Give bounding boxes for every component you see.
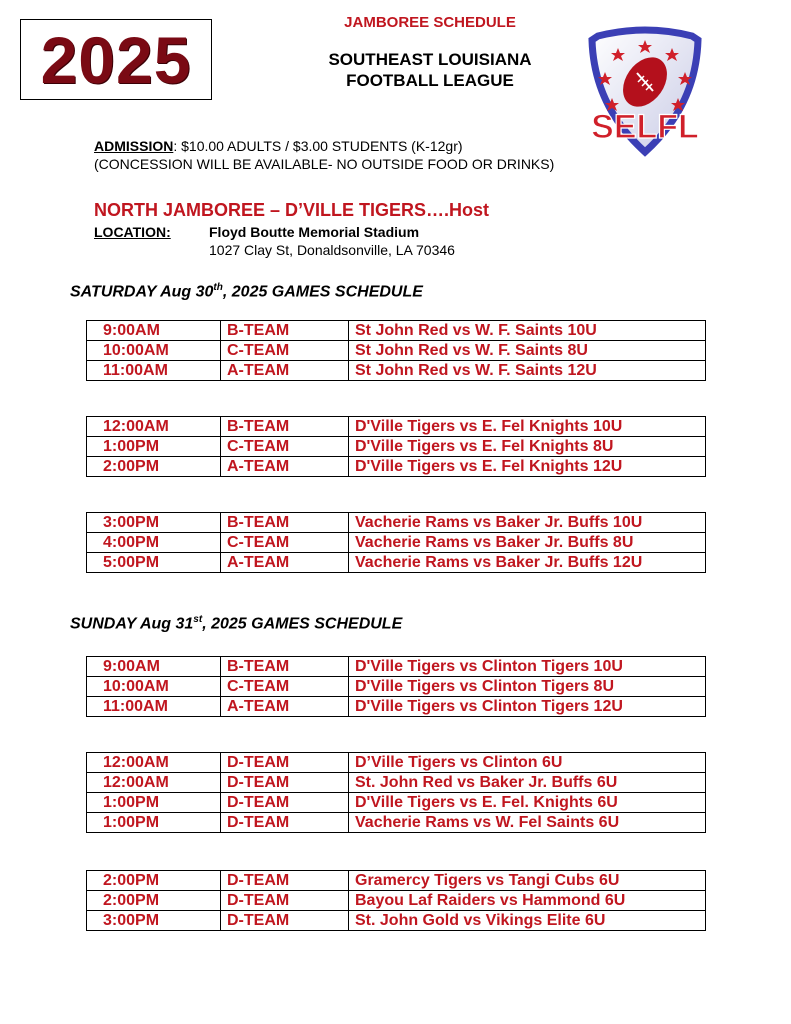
game-row <box>87 753 706 773</box>
game-time: 5:00PM <box>87 553 221 573</box>
day-heading-date: SATURDAY Aug 30 <box>70 283 214 301</box>
year-box <box>20 19 212 100</box>
day-heading-rest: , 2025 GAMES SCHEDULE <box>202 615 403 633</box>
game-row <box>87 657 706 677</box>
game-team-level: A-TEAM <box>221 457 349 477</box>
admission-label: ADMISSION <box>94 138 174 154</box>
game-row <box>87 321 706 341</box>
game-row <box>87 533 706 553</box>
game-team-level: D-TEAM <box>221 813 349 833</box>
concession-note: (CONCESSION WILL BE AVAILABLE- NO OUTSIDE FOOD OR DRINKS) <box>94 156 555 172</box>
game-matchup: Gramercy Tigers vs Tangi Cubs 6U <box>349 871 706 891</box>
game-matchup: St John Red vs W. F. Saints 10U <box>349 321 706 341</box>
day-heading-rest: , 2025 GAMES SCHEDULE <box>222 283 423 301</box>
game-row <box>87 417 706 437</box>
game-team-level: D-TEAM <box>221 891 349 911</box>
game-time: 3:00PM <box>87 911 221 931</box>
game-row <box>87 513 706 533</box>
game-time: 12:00AM <box>87 417 221 437</box>
game-time: 1:00PM <box>87 437 221 457</box>
game-time: 2:00PM <box>87 457 221 477</box>
game-matchup: D'Ville Tigers vs Clinton Tigers 12U <box>349 697 706 717</box>
schedule-table <box>86 656 706 717</box>
admission-prices: : $10.00 ADULTS / $3.00 STUDENTS (K-12gr) <box>173 138 463 154</box>
game-team-level: A-TEAM <box>221 697 349 717</box>
schedule-table <box>86 320 706 381</box>
game-matchup: Vacherie Rams vs W. Fel Saints 6U <box>349 813 706 833</box>
game-matchup: St. John Red vs Baker Jr. Buffs 6U <box>349 773 706 793</box>
game-team-level: D-TEAM <box>221 911 349 931</box>
game-time: 3:00PM <box>87 513 221 533</box>
game-team-level: D-TEAM <box>221 753 349 773</box>
day-heading-date: SUNDAY Aug 31 <box>70 615 194 633</box>
game-team-level: D-TEAM <box>221 773 349 793</box>
schedule-table <box>86 512 706 573</box>
game-matchup: D'Ville Tigers vs E. Fel. Knights 6U <box>349 793 706 813</box>
game-time: 11:00AM <box>87 697 221 717</box>
game-matchup: D’Ville Tigers vs Clinton 6U <box>349 753 706 773</box>
game-row <box>87 871 706 891</box>
schedule-table <box>86 870 706 931</box>
game-matchup: St John Red vs W. F. Saints 8U <box>349 341 706 361</box>
selfl-logo <box>578 26 712 158</box>
location-info <box>94 223 455 259</box>
game-time: 11:00AM <box>87 361 221 381</box>
game-team-level: B-TEAM <box>221 321 349 341</box>
game-team-level: B-TEAM <box>221 657 349 677</box>
day-heading <box>70 282 423 301</box>
game-time: 10:00AM <box>87 677 221 697</box>
schedule-table <box>86 752 706 833</box>
game-team-level: B-TEAM <box>221 417 349 437</box>
game-team-level: A-TEAM <box>221 553 349 573</box>
game-row <box>87 341 706 361</box>
game-matchup: St John Red vs W. F. Saints 12U <box>349 361 706 381</box>
game-row <box>87 793 706 813</box>
game-matchup: Vacherie Rams vs Baker Jr. Buffs 8U <box>349 533 706 553</box>
day-heading <box>70 614 402 633</box>
game-matchup: D'Ville Tigers vs Clinton Tigers 10U <box>349 657 706 677</box>
admission-line <box>94 137 554 155</box>
day-heading-suffix: st <box>193 614 203 625</box>
game-time: 1:00PM <box>87 793 221 813</box>
game-time: 4:00PM <box>87 533 221 553</box>
location-label: LOCATION: <box>94 224 171 240</box>
game-matchup: Vacherie Rams vs Baker Jr. Buffs 10U <box>349 513 706 533</box>
game-team-level: D-TEAM <box>221 793 349 813</box>
game-team-level: B-TEAM <box>221 513 349 533</box>
game-time: 2:00PM <box>87 871 221 891</box>
game-time: 12:00AM <box>87 753 221 773</box>
game-matchup: D'Ville Tigers vs Clinton Tigers 8U <box>349 677 706 697</box>
game-time: 12:00AM <box>87 773 221 793</box>
schedule-title: JAMBOREE SCHEDULE <box>344 14 516 31</box>
game-team-level: C-TEAM <box>221 437 349 457</box>
game-matchup: D'Ville Tigers vs E. Fel Knights 12U <box>349 457 706 477</box>
schedule-table <box>86 416 706 477</box>
league-name-line-1: SOUTHEAST LOUISIANA <box>328 50 532 69</box>
game-row <box>87 457 706 477</box>
game-row <box>87 553 706 573</box>
game-row <box>87 677 706 697</box>
game-time: 1:00PM <box>87 813 221 833</box>
game-matchup: Bayou Laf Raiders vs Hammond 6U <box>349 891 706 911</box>
game-matchup: D'Ville Tigers vs E. Fel Knights 10U <box>349 417 706 437</box>
game-row <box>87 773 706 793</box>
stadium-address: 1027 Clay St, Donaldsonville, LA 70346 <box>209 242 455 258</box>
game-time: 10:00AM <box>87 341 221 361</box>
game-row <box>87 697 706 717</box>
game-matchup: Vacherie Rams vs Baker Jr. Buffs 12U <box>349 553 706 573</box>
game-row <box>87 911 706 931</box>
league-name-line-2: FOOTBALL LEAGUE <box>346 71 514 90</box>
game-time: 9:00AM <box>87 321 221 341</box>
admission-info <box>94 137 554 173</box>
game-matchup: D'Ville Tigers vs E. Fel Knights 8U <box>349 437 706 457</box>
game-row <box>87 437 706 457</box>
day-heading-suffix: th <box>213 282 223 293</box>
year-title: 2025 <box>40 22 192 97</box>
game-time: 2:00PM <box>87 891 221 911</box>
game-team-level: C-TEAM <box>221 533 349 553</box>
game-row <box>87 891 706 911</box>
game-time: 9:00AM <box>87 657 221 677</box>
logo-text: SELFL <box>591 108 699 146</box>
game-row <box>87 813 706 833</box>
game-team-level: C-TEAM <box>221 341 349 361</box>
game-row <box>87 361 706 381</box>
game-team-level: C-TEAM <box>221 677 349 697</box>
jamboree-host: NORTH JAMBOREE – D’VILLE TIGERS….Host <box>94 200 490 220</box>
league-name <box>280 49 580 91</box>
game-team-level: A-TEAM <box>221 361 349 381</box>
game-team-level: D-TEAM <box>221 871 349 891</box>
stadium-name: Floyd Boutte Memorial Stadium <box>209 224 420 240</box>
game-matchup: St. John Gold vs Vikings Elite 6U <box>349 911 706 931</box>
